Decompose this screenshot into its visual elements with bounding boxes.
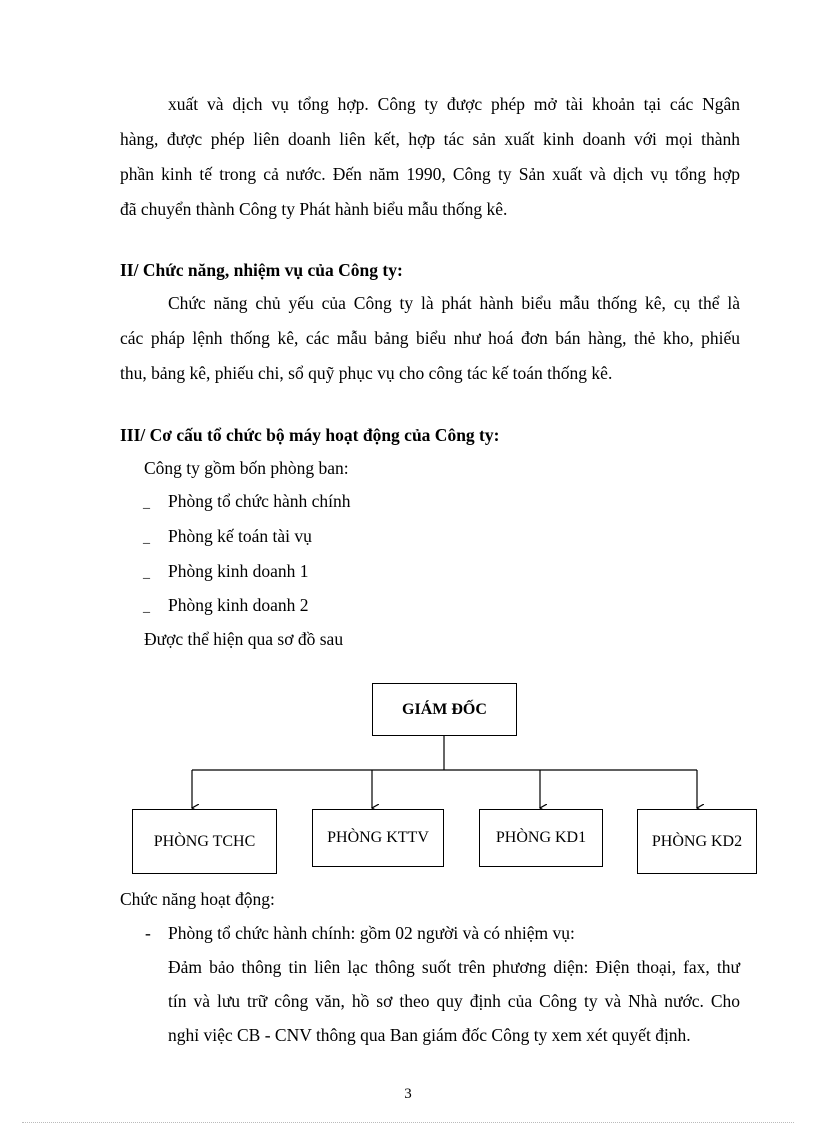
bullet-marker: _	[143, 496, 150, 511]
org-box-kttv: PHÒNG KTTV	[312, 809, 444, 867]
bullet-marker: _	[143, 531, 150, 546]
diagram-intro: Được thể hiện qua sơ đồ sau	[144, 629, 344, 649]
section2-line-1: Chức năng chủ yếu của Công ty là phát hành biểu mẫu thống kê, cụ thể là	[168, 293, 740, 313]
list-item: Phòng tổ chức hành chính	[168, 491, 351, 511]
org-box-kd2: PHÒNG KD2	[637, 809, 757, 874]
section2-line-3: thu, bảng kê, phiếu chi, sổ quỹ phục vụ cho công tác kế toán thống kê.	[120, 363, 613, 383]
section2-line-2: các pháp lệnh thống kê, các mẫu bảng biểu như hoá đơn bán hàng, thẻ kho, phiếu	[120, 328, 740, 348]
page-number: 3	[404, 1086, 412, 1102]
functions-desc-line-1: Đảm bảo thông tin liên lạc thông suốt trên phương diện: Điện thoại, fax, thư	[168, 957, 740, 977]
org-box-tchc: PHÒNG TCHC	[132, 809, 277, 874]
functions-heading: Chức năng hoạt động:	[120, 889, 275, 909]
bullet-marker: -	[145, 923, 151, 943]
para1-line-1: xuất và dịch vụ tổng hợp. Công ty được phép mở tài khoản tại các Ngân	[168, 94, 740, 114]
bullet-marker: _	[143, 566, 150, 581]
para1-line-3: phần kinh tế trong cả nước. Đến năm 1990, Công ty Sản xuất và dịch vụ tổng hợp	[120, 164, 740, 184]
org-box-kd1: PHÒNG KD1	[479, 809, 603, 867]
list-item: Phòng kinh doanh 1	[168, 561, 309, 581]
section2-heading: II/ Chức năng, nhiệm vụ của Công ty:	[120, 260, 403, 280]
para1-line-4: đã chuyển thành Công ty Phát hành biểu mẫu thống kê.	[120, 199, 508, 219]
functions-item-title: Phòng tổ chức hành chính: gồm 02 người và có nhiệm vụ:	[168, 923, 575, 943]
list-item: Phòng kế toán tài vụ	[168, 526, 312, 546]
functions-desc-line-3: nghỉ việc CB - CNV thông qua Ban giám đốc Công ty xem xét quyết định.	[168, 1025, 691, 1045]
para1-line-2: hàng, được phép liên doanh liên kết, hợp tác sản xuất kinh doanh với mọi thành	[120, 129, 740, 149]
section3-heading: III/ Cơ cấu tổ chức bộ máy hoạt động của Công ty:	[120, 425, 500, 445]
bullet-marker: _	[143, 600, 150, 615]
functions-desc-line-2: tín và lưu trữ công văn, hồ sơ theo quy định của Công ty và Nhà nước. Cho	[168, 991, 740, 1011]
section3-intro: Công ty gồm bốn phòng ban:	[144, 458, 349, 478]
org-box-director: GIÁM ĐỐC	[372, 683, 517, 736]
list-item: Phòng kinh doanh 2	[168, 595, 309, 615]
